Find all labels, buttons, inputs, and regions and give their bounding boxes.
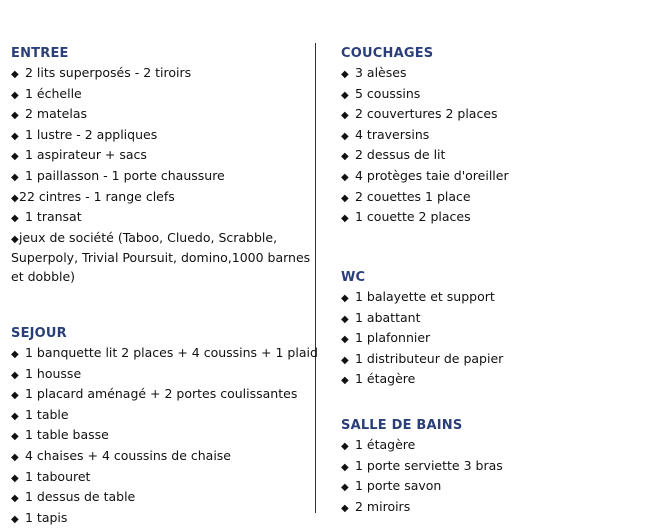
list-item: ◆jeux de société (Taboo, Cluedo, Scrabble, Superpoly, Trivial Poursuit, domino,1000 barnes et dobble) bbox=[11, 229, 311, 284]
section-wc bbox=[341, 269, 661, 391]
bullet-icon: ◆ bbox=[341, 441, 349, 452]
list-item: ◆ 2 matelas bbox=[11, 105, 311, 126]
bullet-icon: ◆ bbox=[11, 233, 19, 245]
bullet-icon: ◆ bbox=[11, 89, 19, 101]
section-salle-de-bains bbox=[341, 417, 661, 518]
list-item: ◆22 cintres - 1 range clefs bbox=[11, 188, 311, 209]
bullet-icon: ◆ bbox=[341, 89, 349, 101]
list-entree bbox=[11, 64, 311, 287]
list-item: ◆ 2 couettes 1 place bbox=[341, 188, 661, 209]
list-item: ◆ 1 lustre - 2 appliques bbox=[11, 126, 311, 147]
list-item: ◆ 1 transat bbox=[11, 208, 311, 229]
list-item: ◆ 1 table basse bbox=[11, 426, 311, 447]
bullet-icon: ◆ bbox=[11, 513, 19, 525]
list-item: ◆ 1 paillasson - 1 porte chaussure bbox=[11, 167, 311, 188]
list-item: ◆ 4 traversins bbox=[341, 126, 661, 147]
bullet-icon: ◆ bbox=[11, 451, 19, 463]
bullet-icon: ◆ bbox=[341, 151, 349, 163]
list-item: ◆ 1 aspirateur + sacs bbox=[11, 146, 311, 167]
section-title-entree: ENTREE bbox=[11, 46, 69, 61]
bullet-icon: ◆ bbox=[341, 502, 349, 514]
list-item: ◆ 5 coussins bbox=[341, 85, 661, 106]
bullet-icon: ◆ bbox=[11, 151, 19, 163]
bullet-icon: ◆ bbox=[341, 213, 349, 225]
list-item: ◆ 1 échelle bbox=[11, 85, 311, 106]
section-title-salle-de-bains: SALLE DE BAINS bbox=[341, 418, 463, 433]
bullet-icon: ◆ bbox=[341, 69, 349, 80]
list-item: ◆ 1 étagère bbox=[341, 436, 661, 457]
section-entree bbox=[11, 45, 311, 287]
column-divider bbox=[315, 43, 316, 513]
list-couchages bbox=[341, 64, 661, 229]
list-item: ◆ 1 abattant bbox=[341, 309, 661, 330]
list-item: ◆ 1 plafonnier bbox=[341, 329, 661, 350]
bullet-icon: ◆ bbox=[341, 334, 349, 346]
list-wc bbox=[341, 288, 661, 391]
list-item: ◆ 1 porte savon bbox=[341, 477, 661, 498]
list-item: ◆ 1 étagère bbox=[341, 370, 661, 391]
bullet-icon: ◆ bbox=[341, 313, 349, 325]
list-item: ◆ 1 tapis bbox=[11, 509, 311, 529]
bullet-icon: ◆ bbox=[11, 130, 19, 142]
bullet-icon: ◆ bbox=[341, 354, 349, 366]
bullet-icon: ◆ bbox=[341, 375, 349, 387]
bullet-icon: ◆ bbox=[11, 213, 19, 225]
list-item: ◆ 1 table bbox=[11, 406, 311, 427]
bullet-icon: ◆ bbox=[11, 349, 19, 360]
list-item: ◆ 2 dessus de lit bbox=[341, 146, 661, 167]
list-salle-de-bains bbox=[341, 436, 661, 518]
section-title-wc: WC bbox=[341, 270, 366, 285]
list-item: ◆ 3 alèses bbox=[341, 64, 661, 85]
list-item: ◆ 1 porte serviette 3 bras bbox=[341, 457, 661, 478]
section-title-sejour: SEJOUR bbox=[11, 326, 67, 341]
bullet-icon: ◆ bbox=[11, 369, 19, 381]
list-sejour bbox=[11, 344, 318, 529]
list-item: ◆ 1 dessus de table bbox=[11, 488, 311, 509]
section-sejour bbox=[11, 325, 318, 529]
bullet-icon: ◆ bbox=[11, 110, 19, 122]
bullet-icon: ◆ bbox=[341, 293, 349, 304]
section-title-couchages: COUCHAGES bbox=[341, 46, 434, 61]
bullet-icon: ◆ bbox=[11, 192, 19, 204]
bullet-icon: ◆ bbox=[11, 69, 19, 80]
list-item: ◆ 4 chaises + 4 coussins de chaise bbox=[11, 447, 311, 468]
bullet-icon: ◆ bbox=[341, 192, 349, 204]
bullet-icon: ◆ bbox=[341, 461, 349, 473]
bullet-icon: ◆ bbox=[341, 171, 349, 183]
bullet-icon: ◆ bbox=[341, 110, 349, 122]
list-item: ◆ 1 housse bbox=[11, 365, 311, 386]
bullet-icon: ◆ bbox=[11, 493, 19, 505]
list-item: ◆ 2 lits superposés - 2 tiroirs bbox=[11, 64, 311, 85]
bullet-icon: ◆ bbox=[341, 130, 349, 142]
list-item: ◆ 2 couvertures 2 places bbox=[341, 105, 661, 126]
list-item: ◆ 1 couette 2 places bbox=[341, 208, 661, 229]
list-item: ◆ 4 protèges taie d'oreiller bbox=[341, 167, 661, 188]
list-item: ◆ 1 placard aménagé + 2 portes coulissantes bbox=[11, 385, 311, 406]
list-item: ◆ 1 tabouret bbox=[11, 468, 311, 489]
section-couchages bbox=[341, 45, 661, 229]
bullet-icon: ◆ bbox=[11, 472, 19, 484]
bullet-icon: ◆ bbox=[11, 410, 19, 422]
bullet-icon: ◆ bbox=[11, 431, 19, 443]
bullet-icon: ◆ bbox=[341, 482, 349, 494]
bullet-icon: ◆ bbox=[11, 171, 19, 183]
list-item: ◆ 1 banquette lit 2 places + 4 coussins + 1 plaid bbox=[11, 344, 311, 365]
list-item: ◆ 1 distributeur de papier bbox=[341, 350, 661, 371]
bullet-icon: ◆ bbox=[11, 390, 19, 402]
list-item: ◆ 1 balayette et support bbox=[341, 288, 661, 309]
list-item: ◆ 2 miroirs bbox=[341, 498, 661, 519]
